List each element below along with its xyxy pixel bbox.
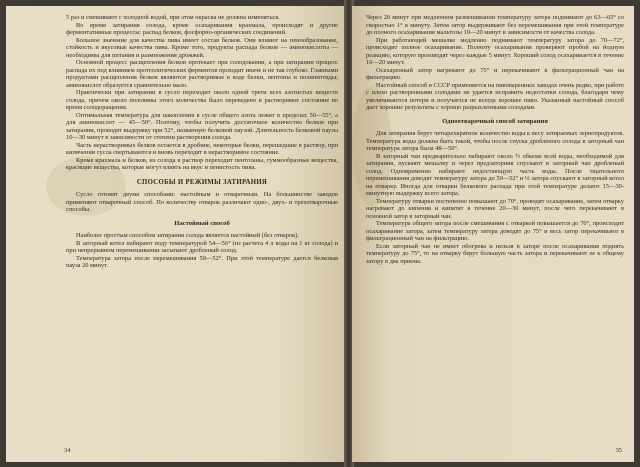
- paragraph: Температура общего затора после смешивания с отваркой повышается до 70°, происходит осахаривание затора, затем температуру затора доводят до 75° и весь затор перекачивают в фильтрационный чан на фильтрацию.: [366, 220, 624, 242]
- right-page: [352, 6, 634, 462]
- paragraph: Большое значение для качества пива имеет состав белков. Они влияют на пенообразование, стойкость и вкусовые качества пива. Кроме того, продукты распада белков — аминокислоты — необходимы для питания и размножения дрожжей.: [66, 36, 338, 59]
- paragraph: Если заторный чан не имеет обогрева и нельзя в заторе после осахаривания поднять температуру до 75°, то на отварку берут большую часть затора и перекачивают ее к общему затору в два приема.: [366, 242, 624, 265]
- right-page-text: [366, 14, 624, 265]
- paragraph: Часть нерастворимых белков остается в дробине, некоторые белки, перешедшие в раствор, при кипячении сусла свертываются и вновь переходят в нерастворимое состояние.: [66, 141, 338, 156]
- paragraph: Настойный способ в СССР применяется на пивоваренных заводах очень редко, при работе с плохо растворенными солодами не удается исправить недостатки солода, благодаря чему увеличиваются потери и получается не всегда хорошее пиво. Указанный настойный способ дает хорошие результаты с хорошо разрыхленными солодами.: [366, 81, 624, 111]
- paragraph: Оптимальная температура для накопления в сусле общего азота лежит в пределах 50—55°, а для аминокислот — 45—50°. Поэтому, чтобы получить достаточное количество белков при затирании, проводят выдержку при 52°, названную белковой паузой. Длительность белковой паузы 10—30 минут в зависимости от степени растворения солода.: [66, 111, 338, 141]
- paragraph: Температура затора после перемешивания 50—52°. При этой температуре дается белковая пауза 20 минут.: [66, 254, 338, 269]
- paragraph: Через 20 минут при медленном размешивании температуру затора поднимают до 63—65° со скоростью 1° в минуту. Затем затор выдерживают без перемешивания при этой температуре до полного осахаривания мальтозы 10—20 минут в зависимости от качества солода.: [366, 14, 624, 36]
- paragraph: В заторный котел набирают воду температурой 54—56° (из расчета 4 л воды на 1 кг солода) и при непрерывном перемешивании засыпают дробленый солод.: [66, 239, 338, 254]
- paragraph: Во время затирания солода, кроме осахаривания крахмала, происходят и другие ферментативные процессы: распад белков, фосфорно-органических соединений.: [66, 21, 338, 36]
- paragraph: 5 раз и смешивают с холодной водой, при этом окраска не должна изменяться.: [66, 14, 280, 21]
- paragraph: Наиболее простым способом затирания солода является настойный (без отварок).: [76, 232, 299, 239]
- paragraph: Кроме крахмала и белков, из солода в раствор переходит пентозаны, гуммообразные вещества, красящие вещества, которые могут влиять на вкус и пенистость пива.: [66, 156, 338, 171]
- paragraph: Для затирания берут четырехкратное количество воды к весу затираемых зернопродуктов. Температура воды должна быть такой, чтобы после спуска дробленого солода в заторный чан температура затора была 48—50°.: [366, 130, 624, 152]
- paragraph: Основной процесс расщепления белков протекает при солодовании, а при затирании процесс распада их под влиянием протеолитических ферментов проходит иначе и не так глубоко. Главными продуктами расщепления белков являются растворимые в воде белки, пептоны и полипептиды; аминокислот образуется сравнительно мало.: [66, 59, 338, 89]
- paragraph: Температуру отварки постепенно повышают до 70°, проводят осахаривание, затем отварку нагревают до кипения и кипятят в течение 20—30 минут, после чего перекачивают в основной затор в заторный чан.: [366, 197, 624, 220]
- page-number: 35: [615, 447, 622, 454]
- section-heading: СПОСОБЫ И РЕЖИМЫ ЗАТИРАНИЯ: [136, 178, 268, 186]
- paragraph: В заторный чан предварительно набирают около ½ объема всей воды, необходимой для затирания, пускают мешалку и через предзаторник спускают в заторный чан дробленый солод. Одновременно набирают недостающую часть воды. После тщательного перемешивания доводят температуру затора до 50—52° и ⅓ затора спускают в заторный котел на отварку. Иногда для отварки белкового распада при этой температуре делают 15—30-минутную выдержку всего затора.: [366, 152, 624, 197]
- paragraph: Практически при затирании в сусло переходит около одной трети всех азотистых веществ солода, причем около половины этого количества было переведено в растворимое состояние во время солодоращения.: [66, 89, 338, 111]
- left-page: [6, 6, 346, 462]
- subheading: Настойный способ: [174, 219, 230, 227]
- paragraph: Сусло готовят двумя способами: настойным и отварочным. На большинстве заводов применяют отварочный способ. По количеству отварок различают одно-, двух- и трехотварочные способы.: [66, 191, 338, 213]
- page-number: 34: [64, 447, 71, 454]
- paragraph: Осахаренный затор нагревают до 75° и перекачивают в фильтрационный чан на фильтрацию.: [366, 66, 624, 81]
- paragraph: При работающей мешалке медленно поднимают температуру затора до 70—72°, происходит полное осахаривание. Полноту осахаривания проверяют пробой на йодную реакцию, которую производят через каждые 5 минут. Хороший солод осахаривается в течение 10—20 минут.: [366, 36, 624, 66]
- left-page-text: [66, 14, 338, 270]
- subheading: Одноотварочный способ затирания: [442, 117, 548, 125]
